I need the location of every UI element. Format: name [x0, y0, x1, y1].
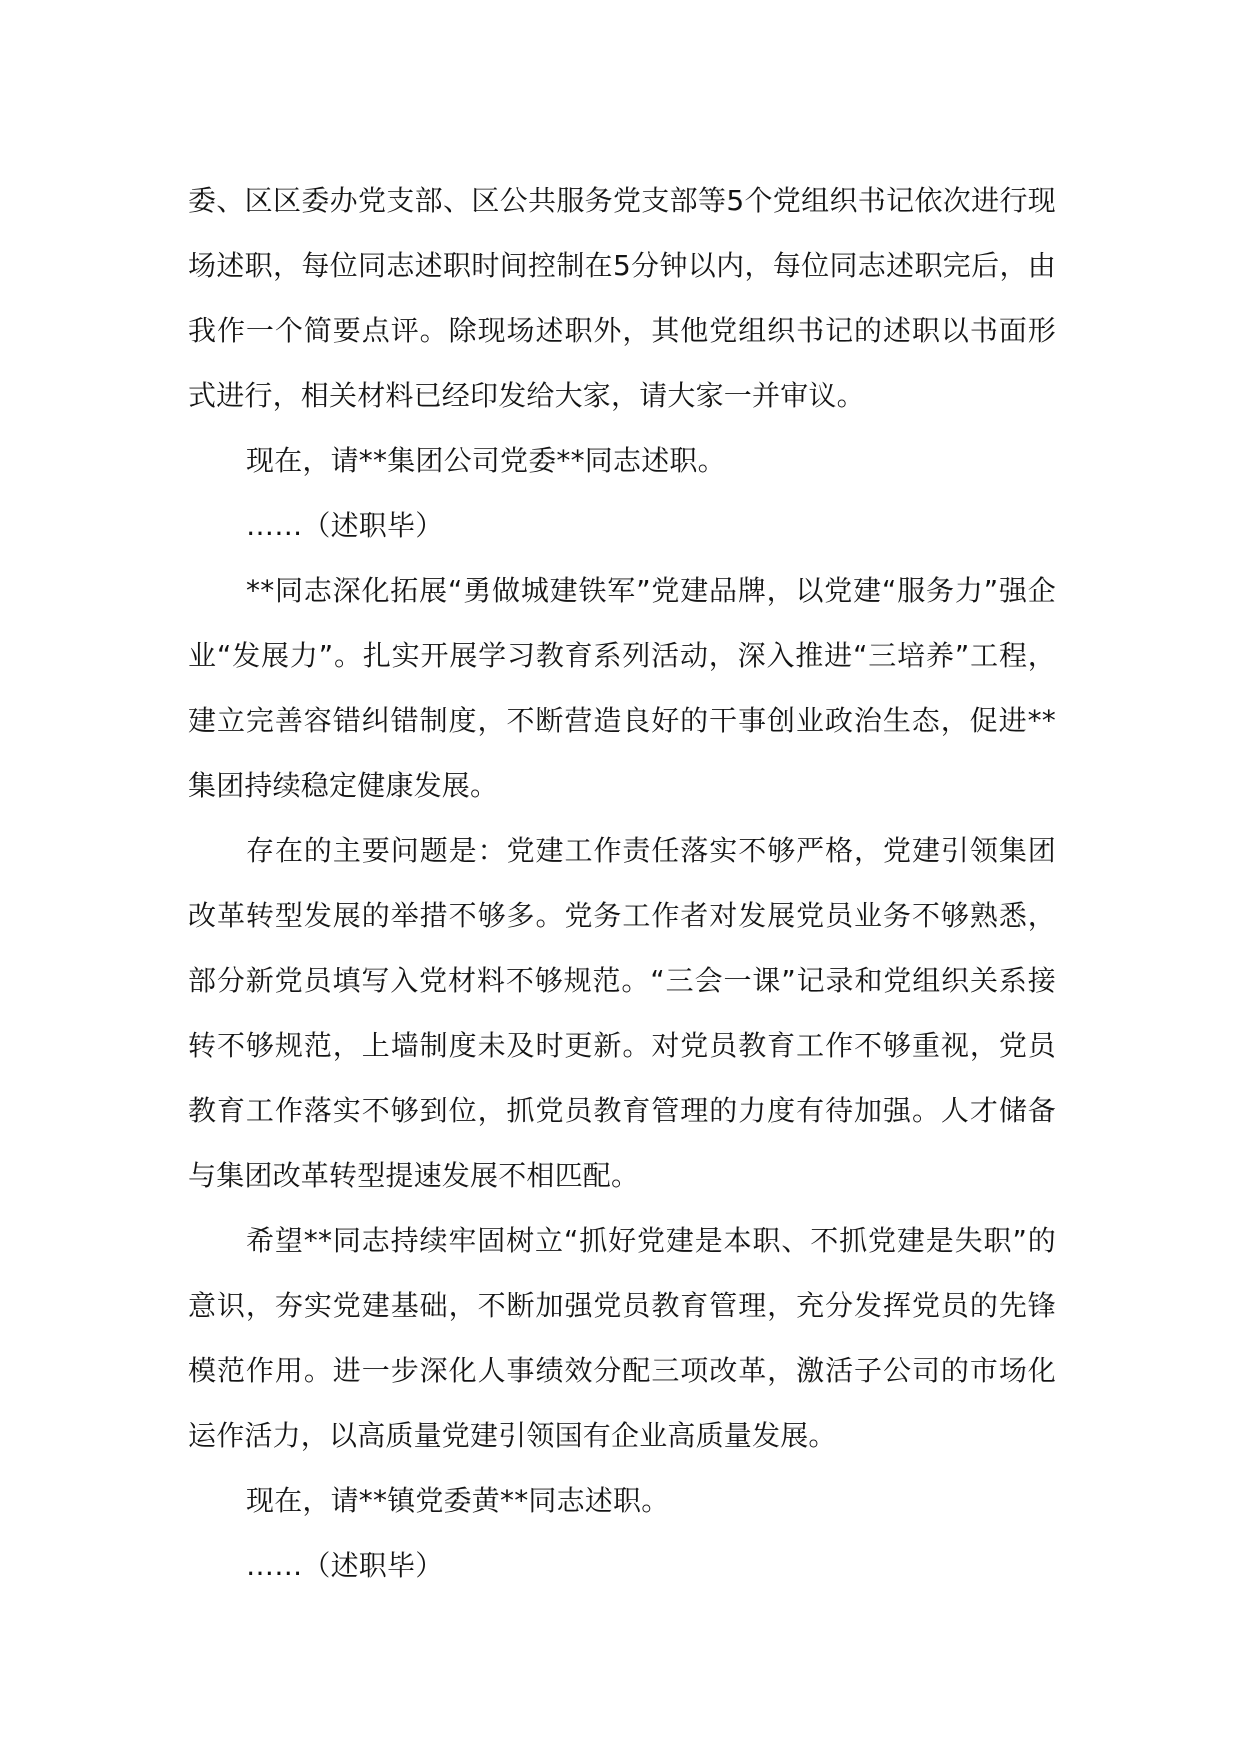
paragraph-expectations: 希望**同志持续牢固树立“抓好党建是本职、不抓党建是失职”的意识，夯实党建基础，不断加强党员教育管理，充分发挥党员的先锋模范作用。进一步深化人事绩效分配三项改革，激活子公司的市场化运作活力，以高质量党建引领国有企业高质量发展。: [188, 1224, 1056, 1452]
paragraph-invite-speaker-1: 现在，请**集团公司党委**同志述职。: [246, 444, 726, 477]
paragraph-report-finished-2: ……（述职毕）: [246, 1549, 444, 1582]
paragraph-report-finished-1: ……（述职毕）: [246, 509, 444, 542]
paragraph-problems: 存在的主要问题是：党建工作责任落实不够严格，党建引领集团改革转型发展的举措不够多。党务工作者对发展党员业务不够熟悉，部分新党员填写入党材料不够规范。“三会一课”记录和党组织关系接转不够规范，上墙制度未及时更新。对党员教育工作不够重视，党员教育工作落实不够到位，抓党员教育管理的力度有待加强。人才储备与集团改革转型提速发展不相匹配。: [188, 834, 1056, 1192]
document-body: [188, 168, 1056, 1598]
paragraph-continued-intro: 委、区区委办党支部、区公共服务党支部等5个党组织书记依次进行现场述职，每位同志述职时间控制在5分钟以内，每位同志述职完后，由我作一个简要点评。除现场述职外，其他党组织书记的述职以书面形式进行，相关材料已经印发给大家，请大家一并审议。: [188, 184, 1056, 412]
paragraph-achievements: **同志深化拓展“勇做城建铁军”党建品牌，以党建“服务力”强企业“发展力”。扎实开展学习教育系列活动，深入推进“三培养”工程，建立完善容错纠错制度，不断营造良好的干事创业政治生态，促进**集团持续稳定健康发展。: [188, 574, 1056, 802]
paragraph-invite-speaker-2: 现在，请**镇党委黄**同志述职。: [246, 1484, 670, 1517]
